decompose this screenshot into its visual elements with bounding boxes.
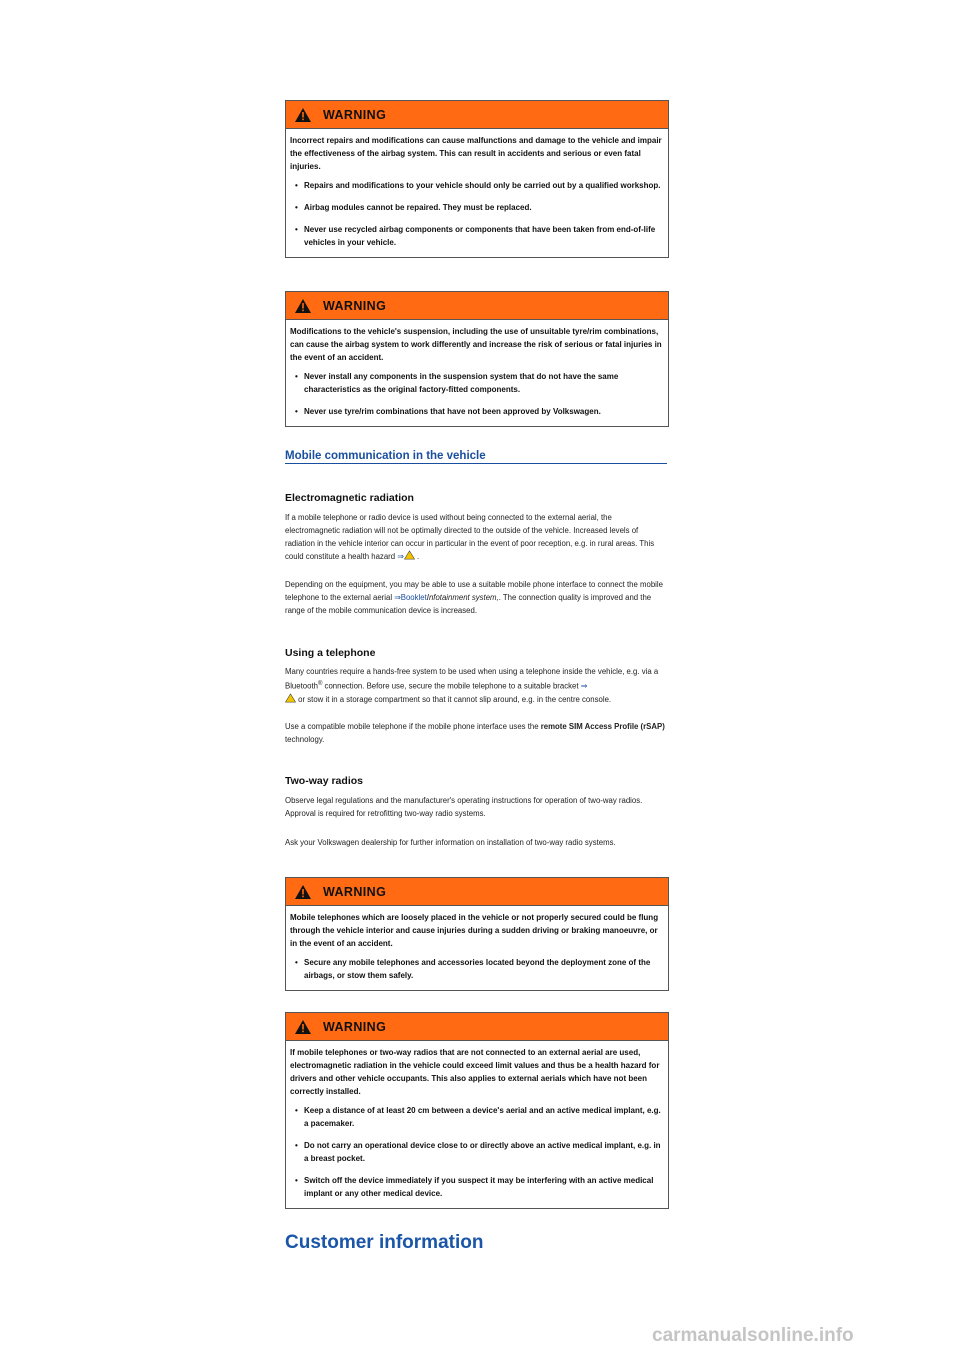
warning-item: • Secure any mobile telephones and accessories located beyond the deployment zone of the airbags, or stow them safely. <box>290 956 664 982</box>
cross-reference-link[interactable]: ⇒ <box>397 552 404 561</box>
warning-triangle-icon <box>285 693 296 703</box>
warning-header <box>286 292 668 320</box>
warning-box-radiation <box>285 1012 669 1209</box>
paragraph-text: or stow it in a storage compartment so that it cannot slip around, e.g. in the centre console. <box>296 694 612 704</box>
section-title: Mobile communication in the vehicle <box>285 450 667 464</box>
booklet-title: Infotainment system, <box>426 593 499 602</box>
paragraph-electromagnetic-2 <box>285 578 667 617</box>
warning-item: • Airbag modules cannot be repaired. They must be replaced. <box>290 201 664 214</box>
paragraph-radios-1: Observe legal regulations and the manufacturer's operating instructions for operation of two-way radios. Approval is required for retrofitting two-way radio systems. <box>285 796 643 818</box>
warning-intro: Incorrect repairs and modifications can cause malfunctions and damage to the vehicle and impair the effectiveness of the airbag system. This can result in accidents and serious or even fatal injuries. <box>290 136 662 171</box>
paragraph-text: Use a compatible mobile telephone if the mobile phone interface uses the <box>285 722 541 731</box>
watermark: carmanualsonline.info <box>652 1325 854 1346</box>
rsap-term: remote SIM Access Profile (rSAP) <box>540 722 665 731</box>
warning-triangle-icon <box>404 550 415 560</box>
warning-triangle-icon <box>294 298 312 314</box>
subheading-telephone: Using a telephone <box>285 647 376 659</box>
warning-item: • Do not carry an operational device close to or directly above an active medical implant, e.g. in a breast pocket. <box>290 1139 664 1165</box>
warning-box-loose-phones <box>285 877 669 991</box>
warning-header <box>286 101 668 129</box>
paragraph-electromagnetic-1 <box>285 511 667 563</box>
warning-intro: Mobile telephones which are loosely placed in the vehicle or not properly secured could be flung through the vehicle interior and cause injuries during a sudden driving or braking manoeuvre, or in the event of an accident. <box>290 913 659 948</box>
warning-item: • Never install any components in the suspension system that do not have the same characteristics as the original factory-fitted components. <box>290 370 664 396</box>
warning-triangle-icon <box>294 884 312 900</box>
warning-item: • Switch off the device immediately if you suspect it may be interfering with an active medical implant or any other medical device. <box>290 1174 664 1200</box>
paragraph-text: Depending on the equipment, you may be able to use a suitable mobile phone interface to connect the mobile telephone to the external aerial <box>285 580 663 602</box>
warning-header <box>286 878 668 906</box>
warning-item: • Never use tyre/rim combinations that have not been approved by Volkswagen. <box>290 405 664 418</box>
warning-header <box>286 1013 668 1041</box>
warning-item: • Never use recycled airbag components or components that have been taken from end-of-life vehicles in your vehicle. <box>290 223 664 249</box>
warning-box-suspension <box>285 291 669 427</box>
paragraph-telephone-2 <box>285 720 667 746</box>
paragraph-text: . The connection quality is improved and the range of the mobile communication device is increased. <box>285 593 652 615</box>
chapter-title: Customer information <box>285 1232 484 1253</box>
subheading-radios: Two-way radios <box>285 775 363 787</box>
warning-triangle-icon <box>294 1019 312 1035</box>
warning-title: WARNING <box>323 298 387 313</box>
warning-title: WARNING <box>323 1019 387 1034</box>
paragraph-telephone-1 <box>285 665 667 706</box>
warning-triangle-icon <box>294 107 312 123</box>
paragraph-text: Many countries require a hands-free system to be used when using a telephone inside the vehicle, e.g. via a Bluetooth <box>285 667 659 691</box>
warning-box-repairs <box>285 100 669 258</box>
warning-title: WARNING <box>323 884 387 899</box>
subheading-electromagnetic: Electromagnetic radiation <box>285 492 414 504</box>
paragraph-text: connection. Before use, secure the mobile telephone to a suitable bracket <box>322 681 581 691</box>
cross-reference-link[interactable]: ⇒ <box>580 681 588 691</box>
paragraph-text: technology. <box>285 735 325 744</box>
warning-item: • Repairs and modifications to your vehicle should only be carried out by a qualified workshop. <box>290 179 664 192</box>
warning-item: • Keep a distance of at least 20 cm between a device's aerial and an active medical implant, e.g. a pacemaker. <box>290 1104 664 1130</box>
warning-intro: If mobile telephones or two-way radios that are not connected to an external aerial are used, electromagnetic radiation in the vehicle could exceed limit values and thus be a health hazard for drivers and other vehicle occupants. This also applies to external aerials which have not been correctly installed. <box>290 1048 660 1096</box>
warning-intro: Modifications to the vehicle's suspension, including the use of unsuitable tyre/rim combinations, can cause the airbag system to work differently and increase the risk of serious or fatal injuries in the event of an accident. <box>290 327 662 362</box>
paragraph-text: If a mobile telephone or radio device is used without being connected to the external aerial, the electromagnetic radiation will not be optimally directed to the outside of the vehicle. Increased levels of radiation in the vehicle interior can occur in particular in the event of poor reception, e.g. in rural areas. This could constitute a health hazard <box>285 513 655 561</box>
paragraph-radios-2: Ask your Volkswagen dealership for further information on installation of two-way radio systems. <box>285 838 616 847</box>
booklet-reference-link[interactable]: ⇒Booklet <box>394 593 427 602</box>
paragraph-text: . <box>417 552 420 561</box>
warning-title: WARNING <box>323 107 387 122</box>
registered-mark: ® <box>317 681 323 687</box>
